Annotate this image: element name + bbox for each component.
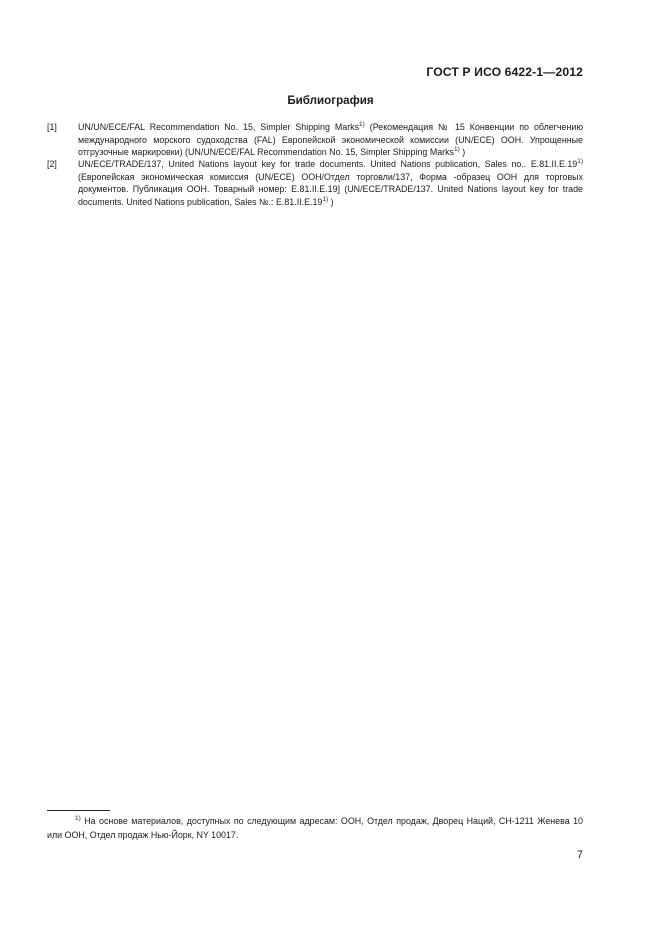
footnote bbox=[47, 814, 583, 842]
page-number: 7 bbox=[576, 849, 583, 861]
bibliography-entry-text bbox=[47, 121, 583, 159]
entry-text-part: ) bbox=[459, 147, 466, 158]
bibliography-entry-1 bbox=[47, 121, 583, 159]
entry-text-part: ) bbox=[328, 197, 334, 208]
entry-text-part: (Европейская экономическая комиссия (UN/ECE) ООН/Отдел торговли/137, Форма -образец ООН для торговых документов. Публикация ООН. Товарный номер: E.81.II.E.19] (UN/ECE/TRADE/137. United Nations layout key for trade documents. United Nations publication, Sales №.: E.81.II.E.19 bbox=[78, 171, 583, 208]
footnote-text: На основе материалов, доступных по следующим адресам: ООН, Отдел продаж, Дворец Наций, CH-1211 Женева 10 или ООН, Отдел продаж Нью-Йорк, NY 10017. bbox=[47, 816, 583, 840]
entry-text-part: UN/UN/ECE/FAL Recommendation No. 15, Simpler Shipping Marks bbox=[78, 122, 360, 132]
bibliography-entry-2 bbox=[47, 158, 583, 209]
footnote-ref: 1) bbox=[577, 158, 583, 165]
footnote-ref: 1) bbox=[322, 196, 329, 204]
bibliography-title: Библиография bbox=[287, 94, 374, 107]
bibliography-entry-number: [1] bbox=[47, 122, 57, 132]
footnote-marker: 1) bbox=[75, 815, 81, 822]
footnote-separator bbox=[47, 810, 110, 811]
entry-text-part: UN/ECE/TRADE/137, United Nations layout key for trade documents. United Nations publication, Sales no.. E.81.II.E.19 bbox=[78, 159, 578, 169]
entry-text-part: (Рекомендация № 15 Конвенции по облегчению международного морского судоходства (FAL) Европейской экономической комиссии (UN/ECE) ООН. Упрощенные отгрузочные маркировки) (UN/UN/ECE/FAL Recommendation No. 15, Simpler Shipping Marks bbox=[78, 122, 583, 158]
document-header-id: ГОСТ Р ИСО 6422-1—2012 bbox=[426, 65, 583, 79]
footnote-ref: 1) bbox=[359, 121, 365, 128]
footnote-ref: 1) bbox=[453, 146, 460, 154]
bibliography-entry-text bbox=[47, 158, 583, 209]
bibliography-entry-number: [2] bbox=[47, 159, 57, 169]
